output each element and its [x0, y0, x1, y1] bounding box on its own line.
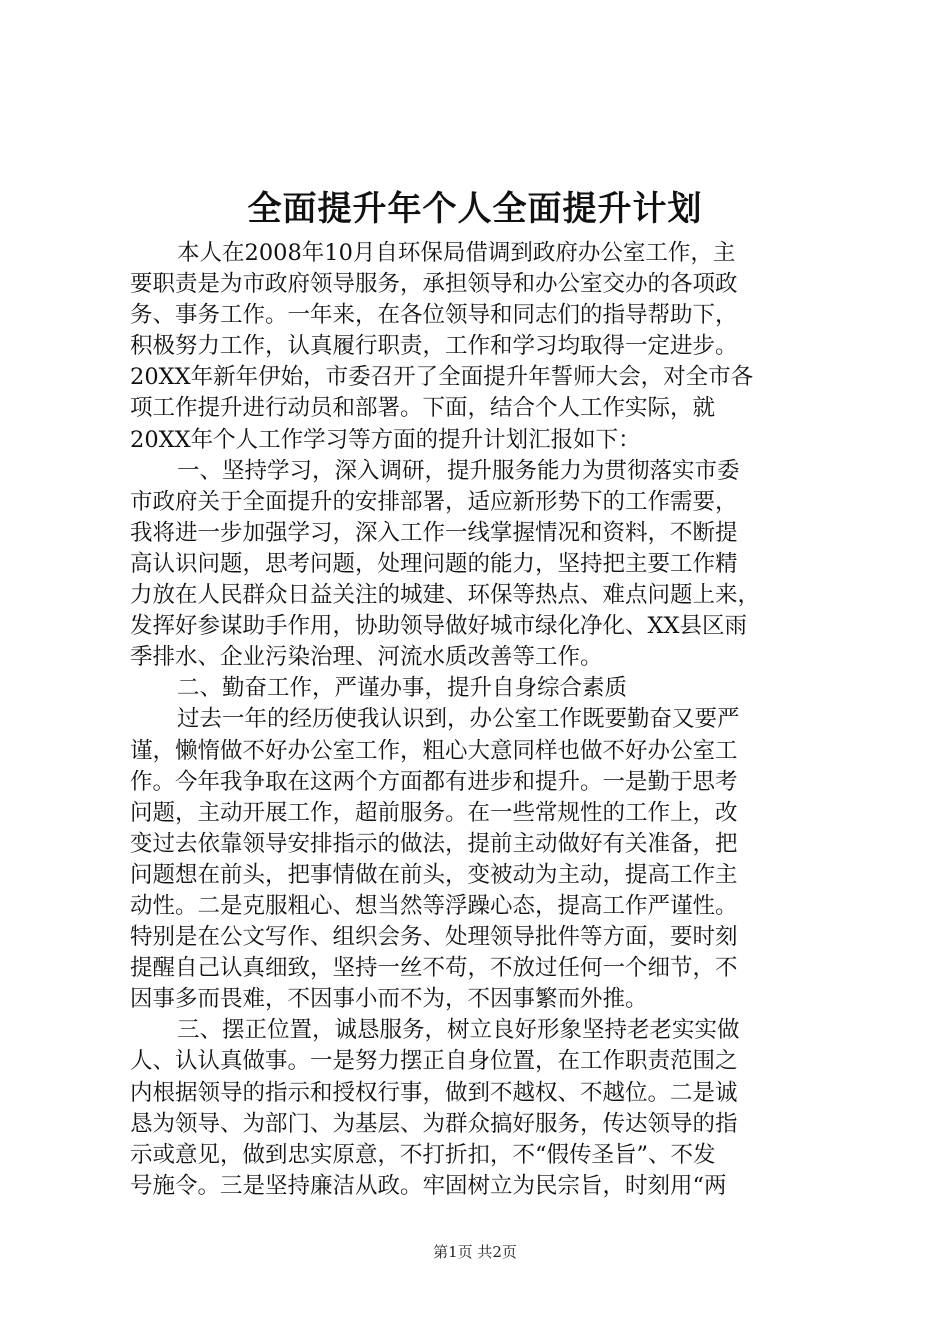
- section-heading-line: 二、勤奋工作，严谨办事，提升自身综合素质: [177, 675, 628, 702]
- section-heading-line: 三、摆正位置，诚恳服务，树立良好形象坚持老老实实做: [177, 1017, 740, 1044]
- paragraph-line: 季排水、企业污染治理、河流水质改善等工作。: [130, 644, 603, 671]
- paragraph-line: 项工作提升进行动员和部署。下面，结合个人工作实际，就: [130, 395, 716, 422]
- paragraph-line: 发挥好参谋助手作用，协助领导做好城市绿化净化、XX县区雨: [130, 613, 748, 640]
- paragraph-line: 务、事务工作。一年来，在各位领导和同志们的指导帮助下，: [130, 302, 738, 329]
- paragraph-line: 高认识问题，思考问题，处理问题的能力，坚持把主要工作精: [130, 550, 738, 577]
- paragraph-line: 变过去依靠领导安排指示的做法，提前主动做好有关准备，把: [130, 830, 738, 857]
- paragraph-line: 提醒自己认真细致，坚持一丝不苟，不放过任何一个细节，不: [130, 955, 738, 982]
- section-heading-line: 一、坚持学习，深入调研，提升服务能力为贯彻落实市委: [177, 457, 740, 484]
- paragraph-line: 动性。二是克服粗心、想当然等浮躁心态，提高工作严谨性。: [130, 892, 738, 919]
- paragraph-line: 作。今年我争取在这两个方面都有进步和提升。一是勤于思考: [130, 768, 738, 795]
- document-body: [130, 238, 834, 1202]
- paragraph-line: 号施令。三是坚持廉洁从政。牢固树立为民宗旨，时刻用“两: [130, 1172, 727, 1199]
- paragraph-line: 恳为领导、为部门、为基层、为群众搞好服务，传达领导的指: [130, 1110, 738, 1137]
- paragraph-line: 要职责是为市政府领导服务，承担领导和办公室交办的各项政: [130, 271, 738, 298]
- paragraph-line: 人、认认真做事。一是努力摆正自身位置，在工作职责范围之: [130, 1048, 738, 1075]
- paragraph-line: 问题，主动开展工作，超前服务。在一些常规性的工作上，改: [130, 799, 738, 826]
- paragraph-line: 力放在人民群众日益关注的城建、环保等热点、难点问题上来，: [130, 582, 761, 609]
- paragraph-line: 示或意见，做到忠实原意，不打折扣，不“假传圣旨”、不发: [130, 1141, 716, 1168]
- paragraph-line: 20XX年新年伊始，市委召开了全面提升年誓师大会，对全市各: [130, 364, 754, 391]
- paragraph-line: 本人在2008年10月自环保局借调到政府办公室工作，主: [177, 240, 736, 266]
- paragraph-line: 我将进一步加强学习，深入工作一线掌握情况和资料，不断提: [130, 519, 738, 546]
- document-title: 全面提升年个人全面提升计划: [247, 189, 703, 229]
- paragraph-line: 内根据领导的指示和授权行事，做到不越权、不越位。二是诚: [130, 1079, 738, 1106]
- paragraph-line: 谨，懒惰做不好办公室工作，粗心大意同样也做不好办公室工: [130, 737, 738, 764]
- paragraph-line: 积极努力工作，认真履行职责，工作和学习均取得一定进步。: [130, 333, 738, 360]
- paragraph-line: 过去一年的经历使我认识到，办公室工作既要勤奋又要严: [177, 706, 740, 733]
- paragraph-line: 20XX年个人工作学习等方面的提升计划汇报如下：: [130, 426, 641, 453]
- paragraph-line: 市政府关于全面提升的安排部署，适应新形势下的工作需要，: [130, 488, 738, 515]
- page-number: 第1页 共2页: [433, 1243, 517, 1261]
- paragraph-line: 特别是在公文写作、组织会务、处理领导批件等方面，要时刻: [130, 924, 738, 951]
- paragraph-line: 问题想在前头，把事情做在前头，变被动为主动，提高工作主: [130, 861, 738, 888]
- paragraph-line: 因事多而畏难，不因事小而不为，不因事繁而外推。: [130, 986, 648, 1013]
